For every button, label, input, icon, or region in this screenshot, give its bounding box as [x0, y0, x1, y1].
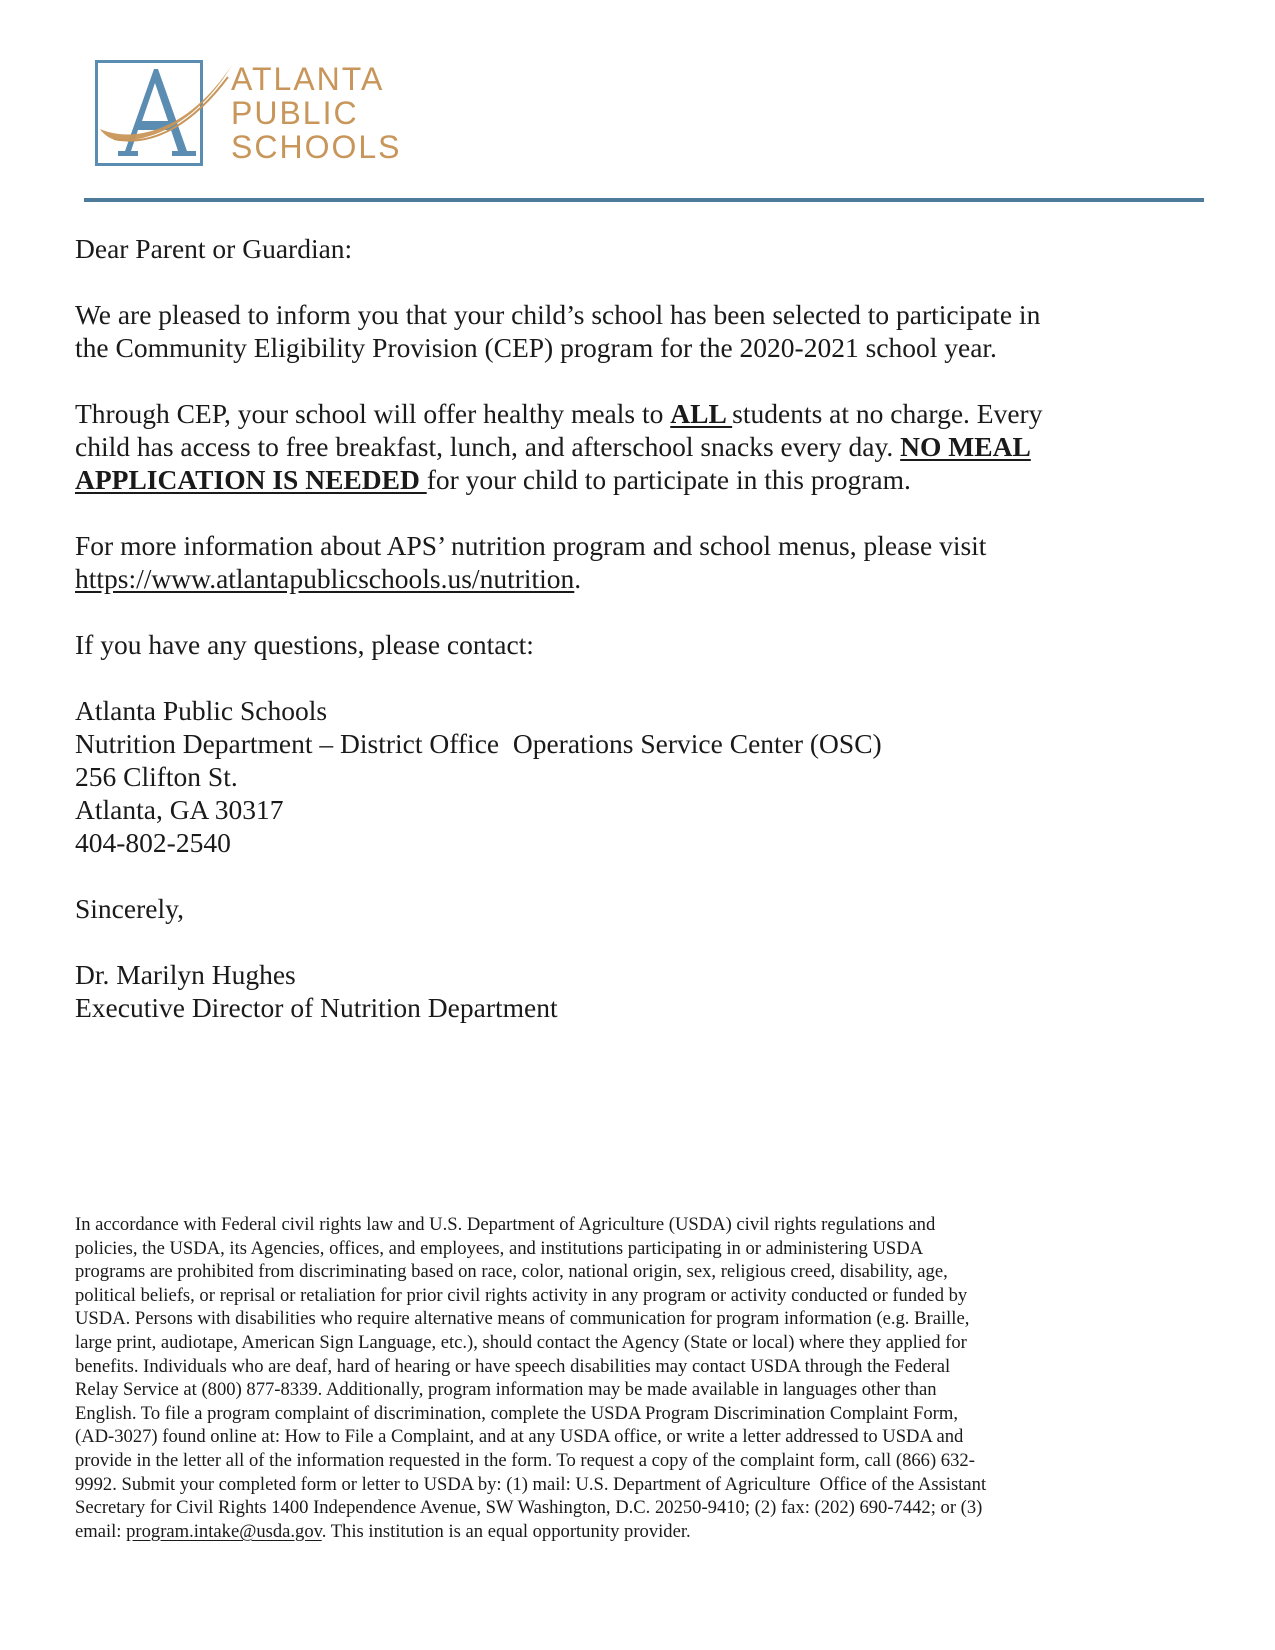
signer-name: Dr. Marilyn Hughes	[75, 959, 296, 990]
disclaimer-line: benefits. Individuals who are deaf, hard of hearing or have speech disabilities may contact USDA through the Federal	[75, 1355, 951, 1377]
logo-line-3: SCHOOLS	[231, 129, 402, 165]
disclaimer-line: 9992. Submit your completed form or letter to USDA by: (1) mail: U.S. Department of Agriculture Office of the Assistant	[75, 1473, 987, 1495]
contact-department: Nutrition Department – District Office Operations Service Center (OSC)	[75, 728, 882, 759]
paragraph-free-meals	[75, 397, 1205, 496]
paragraph-cep-selection	[75, 298, 1205, 364]
contact-block	[75, 694, 1205, 859]
application-needed-emphasis: APPLICATION IS NEEDED	[75, 464, 427, 495]
logo-a-swoosh-icon	[92, 55, 242, 175]
p2-line-1: Through CEP, your school will offer healthy meals to ALL students at no charge. Every	[75, 398, 1043, 429]
disclaimer-line: political beliefs, or reprisal or retaliation for prior civil rights activity in any program or activity conducted or funded by	[75, 1284, 968, 1306]
disclaimer-line: policies, the USDA, its Agencies, offices, and employees, and institutions participating in or administering USDA	[75, 1237, 924, 1259]
disclaimer-line: large print, audiotape, American Sign Language, etc.), should contact the Agency (State or local) where they applied for	[75, 1331, 967, 1353]
logo-wordmark	[231, 62, 401, 164]
disclaimer-line: In accordance with Federal civil rights law and U.S. Department of Agriculture (USDA) civil rights regulations and	[75, 1214, 936, 1235]
p1-line-2: the Community Eligibility Provision (CEP) program for the 2020-2021 school year.	[75, 332, 997, 363]
atlanta-public-schools-logo	[95, 58, 402, 173]
p3-line-2: https://www.atlantapublicschools.us/nutrition.	[75, 563, 582, 594]
paragraph-more-info	[75, 529, 1205, 595]
no-meal-emphasis: NO MEAL	[900, 431, 1031, 462]
paragraph-questions: If you have any questions, please contact:	[75, 629, 534, 660]
disclaimer-line: programs are prohibited from discriminating based on race, color, national origin, sex, religious creed, disability, age,	[75, 1261, 948, 1283]
header-divider	[84, 198, 1204, 202]
p3-line-1: For more information about APS’ nutrition program and school menus, please visit	[75, 530, 987, 561]
letter-body	[75, 232, 1205, 1057]
disclaimer-line: Secretary for Civil Rights 1400 Independence Avenue, SW Washington, D.C. 20250-9410; (2) fax: (202) 690-7442; or (3)	[75, 1497, 983, 1519]
logo-line-1: ATLANTA	[231, 61, 385, 97]
nondiscrimination-statement	[75, 1213, 1200, 1543]
disclaimer-line: (AD-3027) found online at: How to File a Complaint, and at any USDA office, or write a letter addressed to USDA and	[75, 1426, 964, 1448]
contact-org: Atlanta Public Schools	[75, 695, 328, 726]
contact-city: Atlanta, GA 30317	[75, 794, 284, 825]
disclaimer-last-line: email: program.intake@usda.gov. This institution is an equal opportunity provider.	[75, 1520, 691, 1542]
all-emphasis: ALL	[670, 398, 733, 429]
nutrition-website-link[interactable]: https://www.atlantapublicschools.us/nutrition	[75, 563, 575, 594]
p1-line-1: We are pleased to inform you that your child’s school has been selected to participate in	[75, 299, 1041, 330]
signature-block	[75, 958, 1205, 1024]
contact-street: 256 Clifton St.	[75, 761, 238, 792]
logo-line-2: PUBLIC	[231, 95, 359, 131]
disclaimer-line: provide in the letter all of the information requested in the form. To request a copy of the complaint form, call (866) 632-	[75, 1449, 975, 1471]
usda-email-link[interactable]: program.intake@usda.gov	[126, 1520, 322, 1542]
signer-title: Executive Director of Nutrition Department	[75, 992, 558, 1023]
disclaimer-line: English. To file a program complaint of discrimination, complete the USDA Program Discrimination Complaint Form,	[75, 1402, 958, 1424]
disclaimer-line: Relay Service at (800) 877-8339. Additionally, program information may be made available in languages other than	[75, 1379, 937, 1401]
closing: Sincerely,	[75, 893, 184, 924]
logo-emblem	[95, 60, 203, 166]
contact-phone: 404-802-2540	[75, 827, 231, 858]
salutation: Dear Parent or Guardian:	[75, 233, 353, 264]
p2-line-2: child has access to free breakfast, lunch, and afterschool snacks every day. NO MEAL	[75, 431, 1031, 462]
disclaimer-line: USDA. Persons with disabilities who require alternative means of communication for program information (e.g. Braille,	[75, 1308, 970, 1330]
p2-line-3: APPLICATION IS NEEDED for your child to participate in this program.	[75, 464, 911, 495]
